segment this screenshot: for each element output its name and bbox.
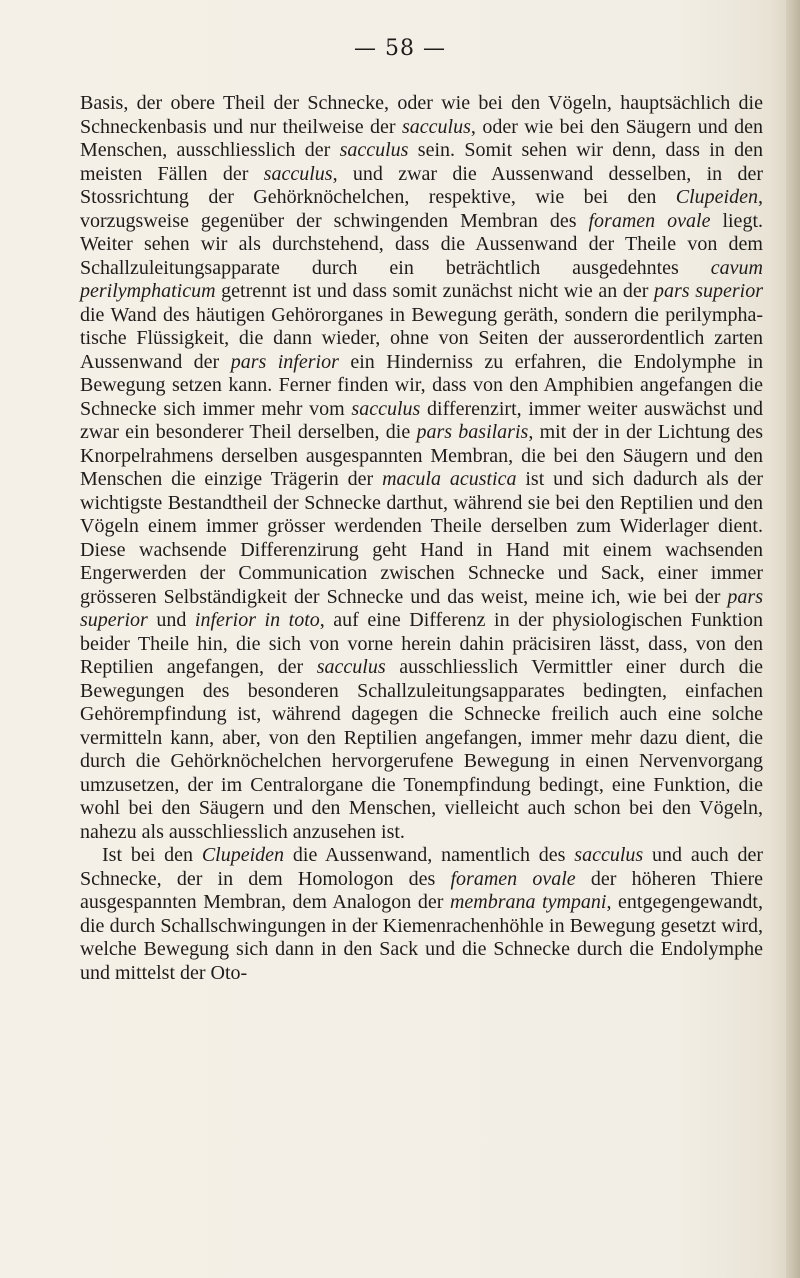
body-text <box>80 92 763 985</box>
italic-term: sacculus <box>263 162 333 185</box>
text-run: , und zwar die Aussenwand desselben, in der Stossrichtung der Gehörknöchelchen, respektive, wie bei den <box>80 162 763 208</box>
text-run: und auch der Schnecke, der in dem Homologon des <box>80 844 763 890</box>
page-edge-shadow <box>786 0 800 1278</box>
text-run: ist und sich dadurch als der wichtigste Bestandtheil der Schnecke darthut, während sie bei den Reptilien und den Vögeln einem immer grösser werdenden Theile derselben zum Widerlager dient. Diese wachsende Differenzirung geht Hand in Hand mit einem wachsenden Engerwerden der Communication zwischen Schnecke und Sack, einer immer grösseren Selbständigkeit der Schnecke und das weist, meine ich, wie bei der <box>80 468 764 608</box>
italic-term: sacculus <box>316 656 386 678</box>
text-run: sein. Somit sehen wir denn, dass in den meisten Fällen der <box>80 139 763 185</box>
text-run: der höheren Thiere ausgespannten Membran, dem Analogon der <box>80 867 764 913</box>
text-run: , vorzugsweise gegenüber der schwingenden Membran des <box>80 186 763 232</box>
text-run: die Aussenwand, namentlich des <box>284 844 575 866</box>
italic-term: Clupeiden <box>675 186 758 208</box>
paragraph <box>80 844 763 985</box>
italic-term: sacculus <box>351 397 421 420</box>
text-run: Basis, der obere Theil der Schnecke, oder wie bei den Vögeln, hauptsächlich die Schneckenbasis und nur theilweise der <box>80 92 763 138</box>
italic-term: pars inferior <box>230 350 339 373</box>
italic-term: foramen ovale <box>450 867 576 890</box>
italic-term: pars superior <box>654 280 763 302</box>
italic-term: cavum perilymphaticum <box>80 256 763 302</box>
italic-term: Clupeiden <box>201 844 285 866</box>
text-run: ein Hinderniss zu erfahren, die Endolymphe in Bewegung setzen kann. Ferner finden wir, dass von den Amphibien angefangen die Schnecke sich immer mehr vom <box>80 350 764 420</box>
italic-term: sacculus <box>574 844 644 866</box>
text-run: , mit der in der Lichtung des Knorpelrahmens derselben ausgespannten Membran, die bei den Säugern und den Menschen die einzige Trägerin der <box>80 421 764 490</box>
text-run: , oder wie bei den Säugern und den Menschen, ausschliesslich der <box>80 115 763 161</box>
italic-term: sacculus <box>402 115 471 138</box>
text-run: Ist bei den <box>102 844 202 866</box>
italic-term: inferior in toto <box>194 609 320 631</box>
paragraph <box>80 92 763 844</box>
text-run: die Wand des häutigen Gehörorganes in Bewegung geräth, sondern die perilymphatische Flüssigkeit, die dann wieder, ohne von Seiten der ausserordentlich zarten Aussenwand der <box>80 303 763 373</box>
italic-term: foramen ovale <box>588 209 711 232</box>
text-run: ausschliesslich Vermittler einer durch die Bewegungen des besonderen Schallzuleitungsapparates bedingten, einfachen Gehörempfindung ist, während dagegen die Schnecke freilich auch eine solche vermitteln kann, aber, von den Reptilien angefangen, immer mehr dazu dient, die durch die Gehörknöchelchen hervorgerufene Bewegung in einen Nervenvorgang umzusetzen, der im Centralorgane die Tonempfindung bedingt, eine Funktion, die wohl bei den Säugern und den Menschen, vielleicht auch schon bei den Vögeln, nahezu als ausschliesslich anzusehen ist. <box>80 656 763 843</box>
text-run: und <box>147 609 195 631</box>
text-run: liegt. Weiter sehen wir als durchstehend, dass die Aussenwand der Theile von dem Schallzuleitungsapparate durch ein beträchtlich ausgedehntes <box>80 209 763 279</box>
italic-term: sacculus <box>339 139 409 161</box>
italic-term: pars superior <box>80 585 763 631</box>
italic-term: membrana tympani <box>449 891 607 913</box>
page-number-header: — 58 — <box>354 36 446 61</box>
italic-term: pars basilaris <box>416 421 529 443</box>
italic-term: macula acustica <box>382 468 517 490</box>
text-run: getrennt ist und dass somit zunächst nicht wie an der <box>215 280 655 302</box>
text-run: , entgegengewandt, die durch Schallschwingungen in der Kiemenrachenhöhle in Bewegung gesetzt wird, welche Bewegung sich dann in den Sack und die Schnecke durch die Endolymphe und mittelst der Oto- <box>80 891 763 984</box>
text-run: , auf eine Differenz in der physiologischen Funktion beider Theile hin, die sich von vorne herein dahin präcisiren lässt, dass, von den Reptilien angefangen, der <box>80 609 763 678</box>
text-run: differenzirt, immer weiter auswächst und zwar ein besonderer Theil derselben, die <box>80 397 763 443</box>
